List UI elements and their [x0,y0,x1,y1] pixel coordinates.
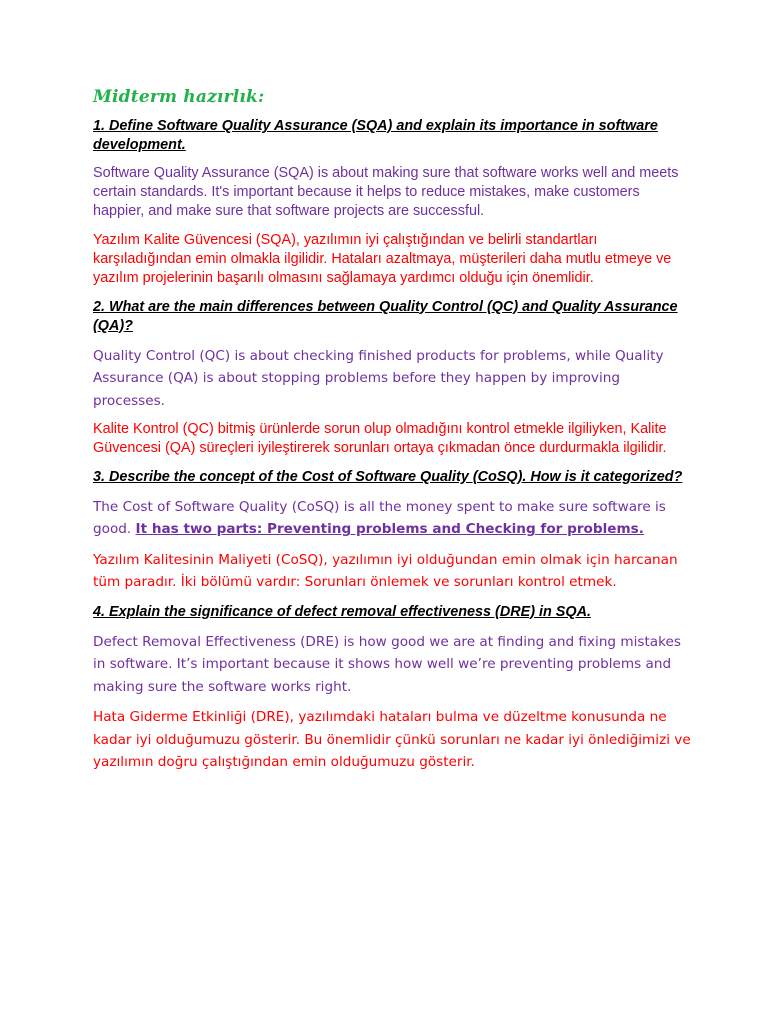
section-2 [93,298,694,459]
answer-2-english: Quality Control (QC) is about checking finished products for problems, while Quality Assurance (QA) is about stopping problems before they happen by improving processes. [93,347,664,409]
answer-3-english [93,496,694,541]
section-3 [93,468,694,594]
section-4 [93,603,694,774]
answer-2-turkish: Kalite Kontrol (QC) bitmiş ürünlerde sorun olup olmadığını kontrol etmekle ilgiliyken, Kalite Güvencesi (QA) süreçleri iyileştirerek sorunları ortaya çıkmadan önce durdurmakla ilgilidir. [93,421,667,457]
answer-1-english: Software Quality Assurance (SQA) is about making sure that software works well and meets certain standards. It's important because it helps to reduce mistakes, make customers happier, and make sure that software projects are successful. [93,165,679,220]
question-2: 2. What are the main differences between Quality Control (QC) and Quality Assurance (QA)? [93,298,678,334]
answer-1-turkish: Yazılım Kalite Güvencesi (SQA), yazılımın iyi çalıştığından ve belirli standartları karşıladığından emin olmakla ilgilidir. Hataları azaltmaya, müşterileri daha mutlu etmeye ve yazılım projelerinin başarılı olmasını sağlamaya yardımcı olduğu için önemlidir. [93,231,672,287]
question-3: 3. Describe the concept of the Cost of Software Quality (CoSQ). How is it categorized? [93,468,683,485]
answer-3-turkish: Yazılım Kalitesinin Maliyeti (CoSQ), yazılımın iyi olduğundan emin olmak için harcanan tüm paradır. İki bölümü vardır: Sorunları önlemek ve sorunları kontrol etmek. [93,551,678,591]
answer-4-turkish: Hata Giderme Etkinliği (DRE), yazılımdaki hataları bulma ve düzeltme konusunda ne kadar iyi olduğumuzu gösterir. Bu önemlidir çünkü sorunları ne kadar iyi önlediğimizi ve yazılımın doğru çalıştığından emin olduğumuzu gösterir. [93,709,691,771]
document-title: Midterm hazırlık: [93,87,265,107]
section-1 [93,117,694,289]
question-1: 1. Define Software Quality Assurance (SQA) and explain its importance in software development. [93,118,658,153]
answer-3-emphasis: It has two parts: Preventing problems and Checking for problems. [135,521,644,538]
answer-4-english: Defect Removal Effectiveness (DRE) is how good we are at finding and fixing mistakes in software. It’s important because it shows how well we’re preventing problems and making sure the software works right. [93,633,681,695]
answer-3-english-text: The Cost of Software Quality (CoSQ) is all the money spent to make sure software is good. [93,498,666,538]
question-4: 4. Explain the significance of defect removal effectiveness (DRE) in SQA. [93,603,591,620]
